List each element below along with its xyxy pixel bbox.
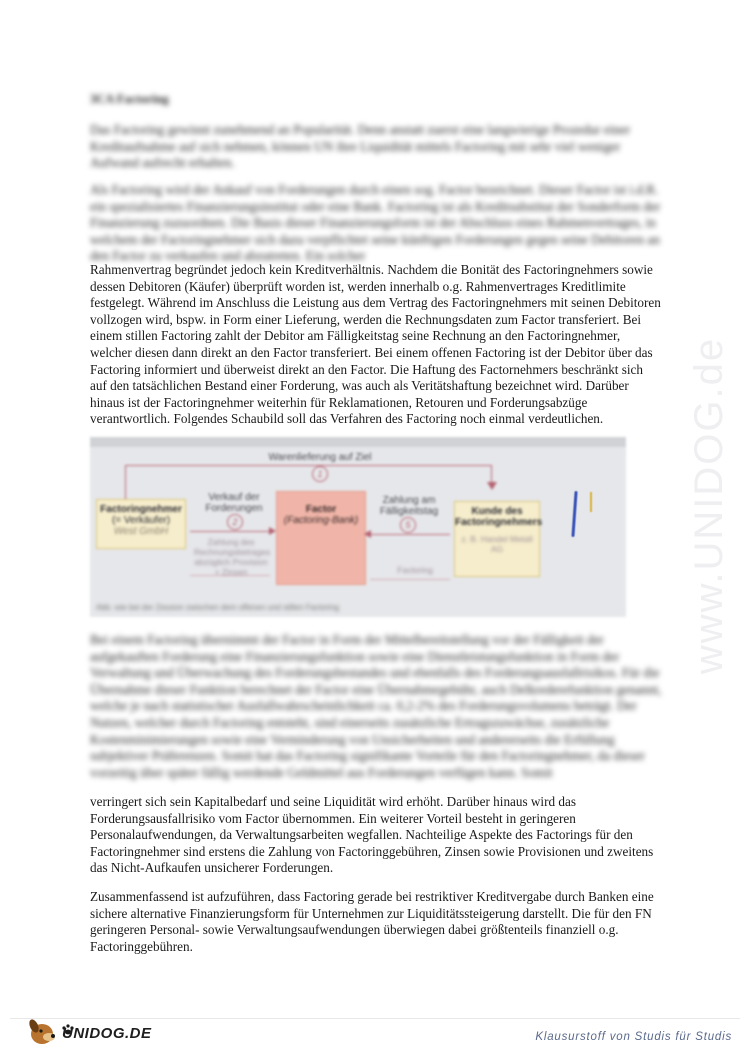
step-2-marker: 2 <box>227 514 243 530</box>
factoring-diagram <box>90 437 626 617</box>
paragraph-text: verringert sich sein Kapitalbedarf und seine Liquidität wird erhöht. Darüber hinaus wird das Forderungsausfallrisiko vom Factor übernommen. Ein weiterer Vorteil besteht in geringeren Personalaufwendungen, da Verwaltungsarbeiten wegfallen. Nachteilige Aspekte des Factorings für den Factoringnehmer sind erstens die Zahlung von Factoringgebühren, Zinsen sowie Provisionen und zweitens das Nicht-Aufkaufen unsicherer Forderungen. <box>90 794 654 876</box>
factor-box <box>276 491 366 585</box>
faint-left-arrow <box>190 575 270 576</box>
paragraph-text: Das Factoring gewinnt zunehmend an Popularität. Denn anstatt zuerst eine langwierige Prozedur einer Kreditaufnahme auf sich nehmen, können UN ihre Liquidität mittels Factoring mit sehr viel weniger Aufwand aufrecht erhalten. <box>90 122 631 171</box>
watermark-text: www.UNIDOG.de <box>687 336 732 674</box>
paragraph-text: Zusammenfassend ist aufzuführen, dass Factoring gerade bei restriktiver Kreditvergabe durch Banken eine sichere alternative Finanzierungsform für Unternehmen zur Liquiditätssteigerung darstellt. Die für den FN geringeren Personal- sowie Verwaltungsaufwendungen überwiegen dabei größtenteils finanziell o.g. Factoringgebühren. <box>90 889 654 954</box>
kunde-faint-sub: z. B. Handel Metall AG <box>461 534 533 554</box>
paragraph-benefits <box>90 794 662 877</box>
factoringnehmer-box <box>96 499 186 549</box>
yellow-pen-mark <box>590 492 592 512</box>
payment-arrow-line <box>370 534 450 535</box>
logo-text: UNIDOG.DE <box>62 1025 152 1042</box>
paragraph-definition <box>90 262 662 428</box>
diagram-top-label: Warenlieferung auf Ziel <box>268 452 372 463</box>
faint-left-label: Zahlung des Rechnungsbetrages abzüglich Provision + Zinsen <box>194 537 271 577</box>
faint-right-arrow <box>370 579 450 580</box>
paragraph-text: Bei einem Factoring übernimmt der Factor in Form der Mittelbereitstellung vor der Fälligkeit der aufgekauften Forderung eine Finanzierungsfunktion sowie eine Dienstleistungsfunktion in Form der Verwaltung und Überwachung des Forderungsbestandes und ebenfalls des Forderungsausfallrisikos. Für die Übernahme dieser Funktion berechnet der Factor eine Übernahmegebühr, auch Delkrederefunktion genannt, welche je nach statistischer Ausfallwahrscheinlichkeit ca. 0,2-2% des Forderungsvolumens beträgt. Der Nutzen, welcher durch Factoring entsteht, sind einerseits zusätzliche Ertragszuwächse, zusätzliche Kostenminimierungen sowie eine Verminderung von Unsicherheiten und andererseits die Erfüllung subjektiver Präferenzen. Somit hat das Factoring signifikante Vorteile für den Factoringnehmer, da dieser vorzeitig über später fällig werdende Geldmittel aus Forderungen verfügen kann. Somit <box>90 632 662 780</box>
site-watermark <box>687 270 732 740</box>
paragraph-definition-blurred <box>90 182 662 265</box>
footer-tagline: Klausurstoff von Studis für Studis <box>535 1031 732 1043</box>
paragraph-text: Als Factoring wird der Ankauf von Forderungen durch einen sog. Factor bezeichnet. Dieser Factor ist i.d.R. ein spezialisiertes Finanzierungsinstitut oder eine Bank. Factoring ist als Kreditsubstitut der Sonderform der Finanzierung zuzuordnen. Die Basis dieser Finanzierungsform ist der Abschluss eines Rahmenvertrages, in welchem der Factoringnehmer sich dazu verpflichtet seine künftigen Forderungen gegen seine Debitoren an den Factor zu verkaufen und abzutreten. Ein solcher <box>90 182 661 264</box>
paragraph-benefits-blurred <box>90 632 662 781</box>
diagram-top-band <box>90 437 626 447</box>
step-1-marker: 1 <box>312 466 328 482</box>
factoringnehmer-sub2: West GmbH <box>113 526 169 537</box>
factoringnehmer-title: Factoringnehmer <box>100 504 182 515</box>
factor-sub: (Factoring-Bank) <box>283 515 359 526</box>
document-heading: 3CA Factoring <box>90 92 169 106</box>
dog-nose-icon <box>51 1034 55 1038</box>
step-5-marker: 5 <box>400 517 416 533</box>
factor-title: Factor <box>305 504 337 515</box>
sale-arrow-label: Verkauf der Forderungen <box>205 492 263 514</box>
kunde-box <box>454 501 543 577</box>
paragraph-text: Rahmenvertrag begründet jedoch kein Kreditverhältnis. Nachdem die Bonität des Factoringnehmers sowie dessen Debitoren (Käufer) überprüft worden ist, werden innerhalb o.g. Rahmenvertrages Kreditlimite festgelegt. Während im Anschluss die Leistung aus dem Vertrag des Factoringnehmers mit seinen Debitoren vollzogen wird, bspw. in Form einer Lieferung, werden die Rechnungsdaten zum Factor transferiert. Bei einem stillen Factoring zahlt der Debitor am Fälligkeitstag seine Rechnung an den Factoringnehmer, welcher diesen dann direkt an den Factor transferiert. Bei einem offenen Factoring ist der Debitor über das Factoring informiert und überweist direkt an den Factor. Die Haftung des Factornehmers beschränkt sich auf den tatsächlichen Bestand einer Forderung, was auch als Veritätshaftung bezeichnet wird. Darüber hinaus ist der Factoringnehmer weiterhin für Reklamationen, Retouren und Forderungsabzüge verantwortlich. Folgendes Schaubild soll das Verfahren des Factoring noch einmal verdeutlichen. <box>90 262 661 427</box>
sale-arrow-line <box>190 531 270 532</box>
paragraph-intro <box>90 122 662 172</box>
factoringnehmer-sub: (= Verkäufer) <box>111 515 171 526</box>
payment-arrow-label: Zahlung am Fälligkeitstag <box>379 495 439 517</box>
payment-arrowhead <box>364 530 371 538</box>
delivery-arrowhead <box>487 482 497 490</box>
delivery-arrow-left-line <box>125 465 126 499</box>
kunde-title2: Factoringnehmers <box>455 517 543 528</box>
delivery-arrow-line <box>125 465 492 484</box>
paragraph-summary <box>90 889 662 955</box>
faint-right-label: Factoring <box>397 565 433 575</box>
kunde-title: Kunde des <box>471 506 523 517</box>
diagram-caption: Abb. wie bei der Zession zwischen dem offenen und stillen Factoring <box>96 603 340 612</box>
sale-arrowhead <box>269 527 276 535</box>
dog-eye-icon <box>39 1029 42 1032</box>
